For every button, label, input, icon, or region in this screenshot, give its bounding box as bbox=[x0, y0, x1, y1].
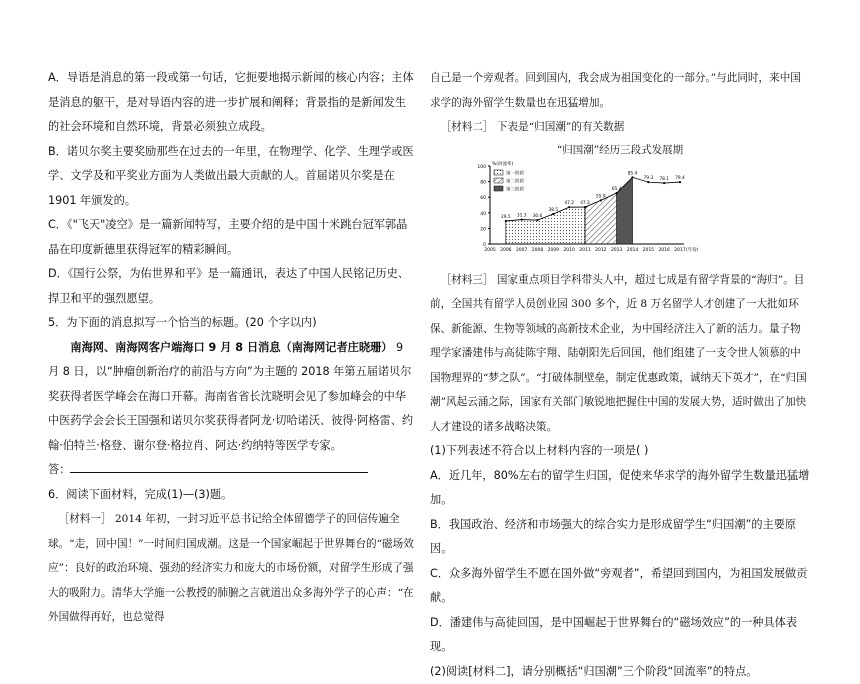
y-tick-label: 20 bbox=[480, 226, 486, 232]
question-1-option-c: C．众多海外留学生不愿在国外做“旁观者”，希望回到国内，为祖国发展做贡献。 bbox=[430, 562, 810, 611]
option-b: B．诺贝尔奖主要奖励那些在过去的一年里，在物理学、化学、生理学或医学、文学及和平奖业方面为人类做出最大贡献的人。首届诺贝尔奖是在1901 年颁发的。 bbox=[48, 140, 416, 214]
left-column bbox=[48, 66, 416, 630]
answer-row bbox=[48, 458, 416, 483]
chart bbox=[430, 160, 810, 268]
y-tick-label: 80 bbox=[480, 179, 486, 185]
chart-svg bbox=[430, 160, 810, 258]
y-tick-label: 40 bbox=[480, 210, 486, 216]
data-label: 38.5 bbox=[549, 206, 559, 212]
x-tick-label: 2013 bbox=[611, 247, 623, 253]
x-tick-label: 2009 bbox=[548, 247, 560, 253]
question-6: 6．阅读下面材料，完成(1)—(3)题。 bbox=[48, 483, 416, 508]
x-tick-label: 2015 bbox=[643, 247, 655, 253]
y-axis-label: %(回流率) bbox=[492, 160, 514, 167]
question-1-option-a: A．近几年，80%左右的留学生归国，促使来华求学的海外留学生数量迅猛增加。 bbox=[430, 464, 810, 513]
material-1: ［材料一］ 2014 年初，一封习近平总书记给全体留德学子的回信传遍全球。“走，回中国！”一时间归国成潮。这是一个国家崛起于世界舞台的“磁场效应”：良好的政治环境、强劲的经济实力和庞大的市场份额，对留学生形成了强大的吸附力。清华大学施一公教授的肺腑之言就道出众多海外学子的心声：“在外国做得再好，也总觉得 bbox=[48, 507, 416, 630]
data-label: 30.6 bbox=[533, 213, 543, 219]
x-tick-label: 2017 bbox=[674, 247, 686, 253]
material-2-label: ［材料二］ 下表是“归国潮”的有关数据 bbox=[430, 115, 810, 140]
question-2: (2)阅读[材料二]，请分别概括“归国潮”三个阶段“回流率”的特点。 bbox=[430, 660, 810, 684]
data-label: 85.4 bbox=[628, 170, 638, 176]
data-point bbox=[505, 219, 507, 221]
x-tick-label: 2008 bbox=[532, 247, 544, 253]
question-5: 5．为下面的消息拟写一个恰当的标题。(20 个字以内) bbox=[48, 311, 416, 336]
data-point bbox=[647, 181, 649, 183]
news-dateline: 南海网、南海网客户端海口 9 月 8 日消息（南海网记者庄晓珊） bbox=[70, 341, 392, 354]
legend-label: 第二阶段 bbox=[506, 177, 524, 184]
x-tick-label: 2006 bbox=[500, 247, 512, 253]
data-label: 47.2 bbox=[564, 200, 574, 206]
data-point bbox=[568, 206, 570, 208]
data-label: 31.3 bbox=[517, 212, 527, 218]
news-paragraph bbox=[48, 336, 416, 459]
data-point bbox=[536, 219, 538, 221]
data-point bbox=[584, 206, 586, 208]
legend-label: 第三阶段 bbox=[506, 185, 524, 192]
legend-label: 第一阶段 bbox=[506, 169, 524, 176]
data-point bbox=[631, 176, 633, 178]
data-label: 78.1 bbox=[659, 176, 669, 182]
x-tick-label: 2005 bbox=[484, 247, 496, 253]
x-tick-label: 2014 bbox=[627, 247, 639, 253]
data-point bbox=[679, 180, 681, 182]
x-tick-label: 2007 bbox=[516, 247, 528, 253]
option-a: A．导语是消息的第一段或第一句话，它扼要地揭示新闻的核心内容；主体是消息的躯干，是对导语内容的进一步扩展和阐释；背景指的是新闻发生的社会环境和自然环境，背景必须独立成段。 bbox=[48, 66, 416, 140]
data-label: 55.9 bbox=[596, 193, 606, 199]
right-column bbox=[430, 66, 810, 684]
data-point bbox=[600, 199, 602, 201]
legend-swatch bbox=[494, 178, 503, 183]
legend-swatch bbox=[494, 170, 503, 175]
question-1-option-b: B．我国政治、经济和市场强大的综合实力是形成留学生“归国潮”的主要原因。 bbox=[430, 513, 810, 562]
answer-line[interactable] bbox=[70, 458, 368, 473]
legend-swatch bbox=[494, 186, 503, 191]
material-3: ［材料三］ 国家重点项目学科带头人中，超过七成是有留学背景的“海归”。目前，全国共有留学人员创业园 300 多个，近 8 万名留学人才创建了一大批如环保、新能源、生物等领域的高新技术企业，为中国经济注入了新的活力。量子物理学家潘建伟与高徒陈宇翔、陆朝阳先后回国，他们组建了一支令世人领慕的中国物理界的“梦之队”。“打破体制壁垒，制定优惠政策，诚纳天下英才”，在“归国潮”风起云涌之际，国家有关部门敏锐地把握住中国的发展大势，适时做出了加快人才建设的诸多战略决策。 bbox=[430, 268, 810, 440]
data-label: 29.5 bbox=[501, 213, 511, 219]
option-c: C．《"飞天"凌空》是一篇新闻特写，主要介绍的是中国十米跳台冠军郭晶晶在印度新德里获得冠军的精彩瞬间。 bbox=[48, 213, 416, 262]
x-tick-label: 2012 bbox=[595, 247, 607, 253]
data-point bbox=[663, 181, 665, 183]
answer-label: 答： bbox=[48, 463, 70, 476]
chart-title: “归国潮”经历三段式发展期 bbox=[430, 140, 810, 160]
data-label: 79.3 bbox=[644, 175, 654, 181]
material-1-continued: 自己是一个旁观者。回到国内，我会成为祖国变化的一部分。”与此同时，来中国求学的海外留学生数量也在迅猛增加。 bbox=[430, 66, 810, 115]
data-label: 47.3 bbox=[580, 200, 590, 206]
question-1: (1)下列表述不符合以上材料内容的一项是( ) bbox=[430, 439, 810, 464]
question-1-option-d: D．潘建伟与高徒回国，是中国崛起于世界舞台的“磁场效应”的一种具体表现。 bbox=[430, 611, 810, 660]
news-body: 9 月 8 日，以“肿瘤创新治疗的前沿与方向”为主题的 2018 年第五届诺贝尔奖获得者医学峰会在海口开幕。海南省省长沈晓明会见了参加峰会的中华中医药学会会长王国强和诺贝尔奖获得者阿龙·切哈诺沃、彼得·阿格雷、约翰·伯特兰·格登、谢尔登·格拉肖、阿达·约纳特等医学专家。 bbox=[48, 341, 413, 452]
data-point bbox=[552, 212, 554, 214]
x-axis-label: (年份) bbox=[686, 246, 699, 253]
data-label: 79.4 bbox=[675, 175, 685, 181]
x-tick-label: 2016 bbox=[658, 247, 670, 253]
data-label: 65.4 bbox=[612, 185, 622, 191]
y-tick-label: 60 bbox=[480, 195, 486, 201]
y-tick-label: 100 bbox=[477, 164, 486, 170]
data-point bbox=[616, 191, 618, 193]
option-d: D．《国行公祭，为佑世界和平》是一篇通讯，表达了中国人民铭记历史、捍卫和平的强烈愿望。 bbox=[48, 262, 416, 311]
x-tick-label: 2010 bbox=[563, 247, 575, 253]
y-tick-label: 0 bbox=[483, 242, 486, 248]
data-point bbox=[521, 218, 523, 220]
x-tick-label: 2011 bbox=[579, 247, 591, 253]
